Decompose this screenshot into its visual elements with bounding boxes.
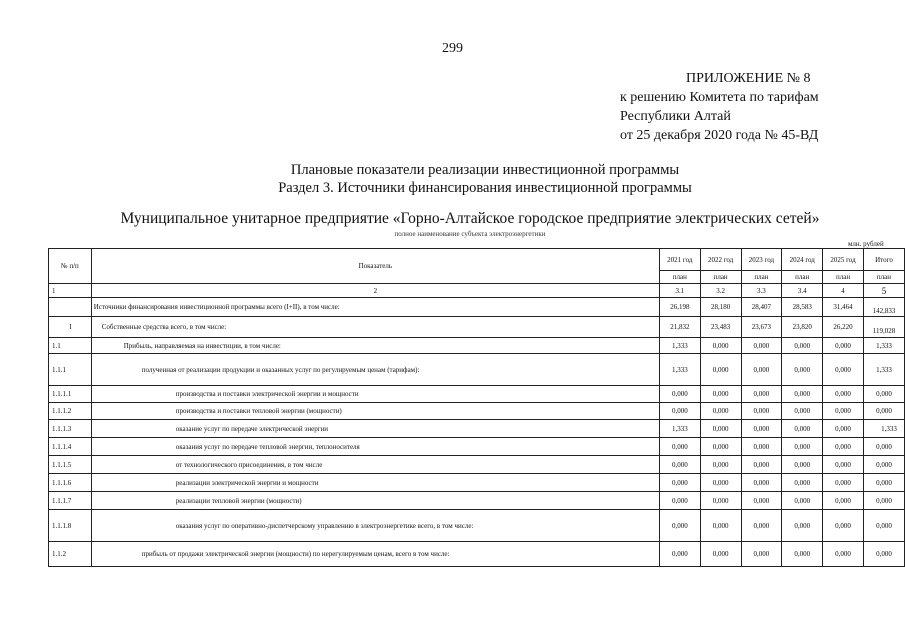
value-text: 23,483 [711, 323, 731, 331]
value-cell [700, 403, 741, 420]
value-cell [823, 338, 864, 354]
value-cell [659, 510, 700, 542]
value-cell [823, 298, 864, 317]
value-text: 0,000 [671, 442, 688, 451]
value-cell [782, 492, 823, 510]
value-text: 0,000 [794, 390, 811, 398]
value-cell [700, 492, 741, 510]
value-cell [782, 474, 823, 492]
row-indicator: производства и поставки тепловой энергии (мощности) [91, 403, 659, 420]
row-number: 1.1.1.3 [49, 420, 92, 438]
value-text: 31,464 [833, 303, 853, 311]
row-indicator: реализации электрической энергии и мощности [91, 474, 659, 492]
row-number: 1.1.1.4 [49, 438, 92, 456]
total-text: 1,333 [881, 424, 897, 433]
total-cell [863, 510, 904, 542]
value-cell [782, 386, 823, 403]
total-text: 119,028 [872, 327, 896, 335]
row-indicator: от технологического присоединения, в том числе [91, 456, 659, 474]
header-year-2021: 2021 год [659, 249, 700, 271]
value-text: 0,000 [794, 478, 811, 487]
plan-label: план [700, 271, 741, 284]
value-cell [741, 354, 782, 386]
value-cell [823, 354, 864, 386]
header-total: Итого [863, 249, 904, 271]
row-indicator: реализации тепловой энергии (мощности) [91, 492, 659, 510]
index-cell: 5 [863, 284, 904, 298]
document-title [0, 161, 905, 197]
organization-caption: полное наименование субъекта электроэнергетики [394, 230, 546, 238]
row-indicator: Источники финансирования инвестиционной программы всего (I+II), в том числе: [91, 298, 659, 317]
value-text: 0,000 [794, 407, 811, 415]
page-number: 299 [442, 41, 463, 56]
total-text: 1,333 [876, 341, 892, 350]
value-text: 0,000 [753, 442, 770, 451]
value-text: 0,000 [753, 424, 770, 433]
appendix-line-2: к решению Комитета по тарифам [620, 90, 819, 105]
row-indicator: Прибыль, направляемая на инвестиции, в том числе: [91, 338, 659, 354]
value-cell [659, 492, 700, 510]
value-text: 0,000 [835, 407, 851, 415]
value-text: 21,832 [670, 323, 690, 331]
total-text: 0,000 [876, 407, 892, 415]
row-indicator: оказания услуг по передаче тепловой энергии, теплоносителя [91, 438, 659, 456]
row-number: 1.1.1.8 [49, 510, 92, 542]
value-text: 0,000 [712, 424, 729, 433]
total-text: 0,000 [876, 460, 892, 469]
value-text: 0,000 [835, 460, 851, 469]
row-indicator: полученная от реализации продукции и оказанных услуг по регулируемым ценам (тарифам): [91, 354, 659, 386]
value-text: 0,000 [712, 478, 729, 487]
value-cell [741, 317, 782, 338]
index-cell: 3.3 [741, 284, 782, 298]
header-year-2025: 2025 год [823, 249, 864, 271]
value-cell [700, 386, 741, 403]
table-row [49, 298, 905, 317]
total-cell [863, 420, 904, 438]
value-cell [823, 510, 864, 542]
header-num: № п/п [49, 249, 92, 284]
value-cell [782, 420, 823, 438]
value-cell [741, 456, 782, 474]
appendix-line-3: Республики Алтай [620, 109, 731, 124]
value-text: 0,000 [712, 442, 729, 451]
value-text: 0,000 [835, 365, 851, 374]
value-text: 1,333 [671, 424, 688, 433]
value-cell [823, 386, 864, 403]
total-cell [863, 492, 904, 510]
value-text: 0,000 [753, 407, 770, 415]
value-text: 0,000 [753, 460, 770, 469]
organization-name: Муниципальное унитарное предприятие «Горно-Алтайское городское предприятие электрических сетей» [120, 210, 820, 227]
value-text: 0,000 [671, 496, 688, 505]
total-cell [863, 386, 904, 403]
value-cell [659, 354, 700, 386]
value-cell [700, 354, 741, 386]
total-text: 1,333 [876, 365, 892, 374]
value-text: 0,000 [712, 496, 729, 505]
row-number: I [49, 317, 92, 338]
value-cell [741, 298, 782, 317]
total-text: 0,000 [876, 550, 892, 558]
table-row [49, 317, 905, 338]
value-cell [823, 420, 864, 438]
table-row [49, 420, 905, 438]
value-cell [700, 420, 741, 438]
index-cell: 4 [823, 284, 864, 298]
table-row [49, 492, 905, 510]
value-text: 0,000 [835, 496, 851, 505]
value-cell [741, 474, 782, 492]
row-number [49, 298, 92, 317]
value-text: 26,198 [670, 303, 690, 311]
header-year-2023: 2023 год [741, 249, 782, 271]
row-number: 1.1.1.6 [49, 474, 92, 492]
value-cell [782, 317, 823, 338]
value-text: 0,000 [794, 460, 811, 469]
value-text: 0,000 [712, 407, 729, 415]
value-text: 0,000 [835, 424, 851, 433]
value-cell [700, 438, 741, 456]
value-text: 28,180 [711, 303, 731, 311]
value-text: 0,000 [753, 390, 770, 398]
table-row [49, 403, 905, 420]
row-number: 1.1.1.2 [49, 403, 92, 420]
value-text: 0,000 [712, 521, 729, 530]
total-cell [863, 438, 904, 456]
row-indicator: Собственные средства всего, в том числе: [91, 317, 659, 338]
table-row [49, 510, 905, 542]
value-cell [823, 317, 864, 338]
value-text: 0,000 [835, 521, 851, 530]
value-cell [659, 386, 700, 403]
value-cell [659, 474, 700, 492]
row-indicator: оказания услуг по оперативно-диспетчерскому управлению в электроэнергетике всего, в том числе: [91, 510, 659, 542]
table-row [49, 354, 905, 386]
table-row [49, 542, 905, 567]
value-cell [823, 438, 864, 456]
value-text: 0,000 [671, 407, 688, 415]
appendix-line-4: от 25 декабря 2020 года № 45-ВД [620, 128, 819, 143]
total-cell [863, 474, 904, 492]
row-number: 1.1.1.1 [49, 386, 92, 403]
total-cell [863, 354, 904, 386]
row-number: 1.1 [49, 338, 92, 354]
total-cell [863, 403, 904, 420]
value-cell [659, 456, 700, 474]
column-index-row [49, 284, 905, 298]
appendix-title: ПРИЛОЖЕНИЕ № 8 [686, 71, 811, 86]
row-number: 1.1.1 [49, 354, 92, 386]
table-row [49, 474, 905, 492]
value-cell [741, 492, 782, 510]
value-text: 0,000 [835, 341, 851, 350]
value-cell [782, 438, 823, 456]
value-cell [782, 298, 823, 317]
value-cell [700, 510, 741, 542]
value-text: 0,000 [671, 390, 688, 398]
value-text: 0,000 [794, 521, 811, 530]
value-text: 0,000 [712, 550, 729, 558]
value-text: 0,000 [794, 365, 811, 374]
value-text: 0,000 [753, 341, 770, 350]
value-cell [659, 338, 700, 354]
total-cell [863, 298, 904, 317]
value-text: 0,000 [794, 424, 811, 433]
value-text: 0,000 [712, 390, 729, 398]
value-text: 0,000 [671, 521, 688, 530]
value-text: 0,000 [671, 478, 688, 487]
plan-label: план [823, 271, 864, 284]
value-text: 0,000 [835, 390, 851, 398]
total-cell [863, 542, 904, 567]
value-cell [700, 474, 741, 492]
value-text: 0,000 [753, 478, 770, 487]
units-label: млн. рублей [848, 240, 884, 248]
row-number: 1.1.1.5 [49, 456, 92, 474]
value-cell [782, 403, 823, 420]
value-text: 0,000 [753, 496, 770, 505]
value-cell [700, 542, 741, 567]
header-year-2022: 2022 год [700, 249, 741, 271]
total-text: 0,000 [876, 442, 892, 451]
header-row [49, 249, 905, 271]
value-text: 0,000 [753, 365, 770, 374]
value-text: 0,000 [794, 442, 811, 451]
value-text: 28,583 [792, 303, 812, 311]
value-text: 0,000 [835, 478, 851, 487]
value-cell [741, 338, 782, 354]
title-line-1: Плановые показатели реализации инвестиционной программы [290, 162, 680, 178]
value-text: 0,000 [671, 550, 688, 558]
row-indicator: оказание услуг по передаче электрической энергии [91, 420, 659, 438]
value-text: 0,000 [712, 365, 729, 374]
value-cell [659, 403, 700, 420]
index-cell: 3.1 [659, 284, 700, 298]
value-cell [823, 456, 864, 474]
value-cell [659, 438, 700, 456]
value-cell [782, 354, 823, 386]
value-text: 0,000 [835, 442, 851, 451]
table-row [49, 438, 905, 456]
value-cell [700, 298, 741, 317]
total-text: 0,000 [876, 521, 892, 530]
value-cell [741, 510, 782, 542]
value-cell [823, 542, 864, 567]
value-cell [659, 420, 700, 438]
total-text: 0,000 [876, 390, 892, 398]
value-cell [741, 438, 782, 456]
value-text: 0,000 [712, 460, 729, 469]
plan-label: план [741, 271, 782, 284]
total-cell [863, 456, 904, 474]
value-cell [782, 338, 823, 354]
value-cell [741, 420, 782, 438]
header-indicator: Показатель [91, 249, 659, 284]
table-row [49, 386, 905, 403]
value-text: 28,407 [751, 303, 772, 311]
total-cell [863, 317, 904, 338]
value-text: 0,000 [712, 341, 729, 350]
header-year-2024: 2024 год [782, 249, 823, 271]
appendix-block [620, 69, 819, 145]
value-text: 23,673 [751, 323, 772, 331]
total-text: 0,000 [876, 496, 892, 505]
financing-table [48, 248, 905, 567]
value-text: 0,000 [794, 496, 811, 505]
value-cell [700, 456, 741, 474]
value-cell [782, 542, 823, 567]
value-text: 23,820 [792, 323, 812, 331]
table-row [49, 338, 905, 354]
title-line-2: Раздел 3. Источники финансирования инвестиционной программы [278, 180, 692, 196]
row-number: 1.1.2 [49, 542, 92, 567]
index-cell: 1 [49, 284, 92, 298]
total-text: 142,833 [872, 307, 896, 315]
value-text: 0,000 [753, 550, 770, 558]
value-cell [700, 317, 741, 338]
value-cell [741, 386, 782, 403]
index-cell: 3.4 [782, 284, 823, 298]
value-cell [741, 403, 782, 420]
value-text: 0,000 [794, 341, 811, 350]
table-row [49, 456, 905, 474]
row-indicator: производства и поставки электрической энергии и мощности [91, 386, 659, 403]
value-cell [659, 317, 700, 338]
value-text: 26,220 [833, 323, 853, 331]
plan-label: план [659, 271, 700, 284]
total-text: 0,000 [876, 478, 892, 487]
value-cell [659, 542, 700, 567]
value-text: 1,333 [671, 365, 688, 374]
value-cell [700, 338, 741, 354]
total-cell [863, 338, 904, 354]
value-cell [782, 510, 823, 542]
row-number: 1.1.1.7 [49, 492, 92, 510]
value-cell [741, 542, 782, 567]
value-text: 0,000 [835, 550, 851, 558]
value-text: 1,333 [671, 341, 688, 350]
value-cell [823, 492, 864, 510]
plan-label: план [863, 271, 904, 284]
value-cell [782, 456, 823, 474]
plan-label: план [782, 271, 823, 284]
index-cell: 3.2 [700, 284, 741, 298]
value-cell [823, 474, 864, 492]
value-cell [659, 298, 700, 317]
value-text: 0,000 [671, 460, 688, 469]
value-text: 0,000 [794, 550, 811, 558]
value-cell [823, 403, 864, 420]
row-indicator: прибыль от продажи электрической энергии (мощности) по нерегулируемым ценам, всего в том числе: [91, 542, 659, 567]
index-cell: 2 [91, 284, 659, 298]
value-text: 0,000 [753, 521, 770, 530]
